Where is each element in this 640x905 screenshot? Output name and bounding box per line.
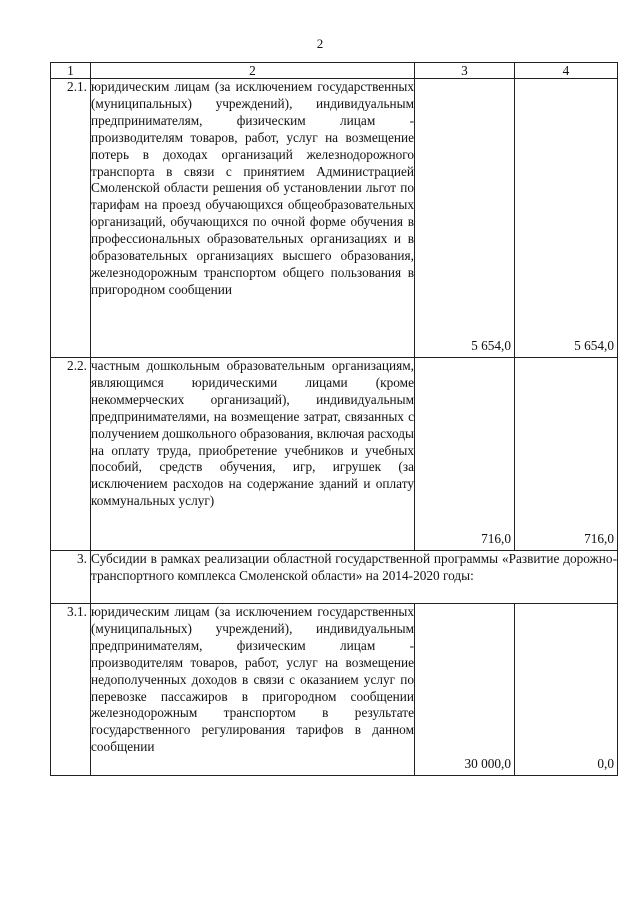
row-value-col4: 0,0 <box>515 604 618 776</box>
header-col-1: 1 <box>51 63 91 79</box>
row-number: 3. <box>51 551 91 604</box>
row-value-col3: 716,0 <box>415 358 515 551</box>
row-description: юридическим лицам (за исключением государственных (муниципальных) учреждений), индивидуальным предпринимателям, физическим лицам - производителям товаров, работ, услуг на возмещение недополученных доходов в связи с оказанием услуг по перевозке пассажиров в пригородном сообщении железнодорожным транспортом в результате государственного регулирования тарифов в данном сообщении <box>91 604 415 776</box>
table-header-row <box>51 63 618 79</box>
row-number: 2.2. <box>51 358 91 551</box>
budget-table <box>50 62 618 776</box>
page-number: 2 <box>316 36 324 51</box>
row-description: юридическим лицам (за исключением государственных (муниципальных) учреждений), индивидуальным предпринимателям, физическим лицам - производителям товаров, работ, услуг на возмещение потерь в доходах организаций железнодорожного транспорта в связи с принятием Администрацией Смоленской области решения об установлении льгот по тарифам на проезд обучающихся общеобразовательных организаций, обучающихся по очной форме обучения в профессиональных образовательных организациях и в образовательных организациях высшего образования, железнодорожным транспортом общего пользования в пригородном сообщении <box>91 79 415 358</box>
row-value-col4: 5 654,0 <box>515 79 618 358</box>
row-description: частным дошкольным образовательным организациям, являющимся юридическими лицами (кроме некоммерческих организаций), индивидуальным предпринимателями, на возмещение затрат, связанных с получением дошкольного образования, включая расходы на оплату труда, приобретение учебников и учебных пособий, средств обучения, игр, игрушек (за исключением расходов на содержание зданий и оплату коммунальных услуг) <box>91 358 415 551</box>
row-value-col3: 5 654,0 <box>415 79 515 358</box>
row-value-col3: 30 000,0 <box>415 604 515 776</box>
header-col-2: 2 <box>91 63 415 79</box>
table-row-3-1 <box>51 604 618 776</box>
row-value-col4: 716,0 <box>515 358 618 551</box>
table-row-2-1 <box>51 79 618 358</box>
row-number: 3.1. <box>51 604 91 776</box>
table-row-2-2 <box>51 358 618 551</box>
table-row-3 <box>51 551 618 604</box>
row-number: 2.1. <box>51 79 91 358</box>
header-col-4: 4 <box>515 63 618 79</box>
row-description: Субсидии в рамках реализации областной государственной программы «Развитие дорожно-транспортного комплекса Смоленской области» на 2014-2020 годы: <box>91 551 618 604</box>
header-col-3: 3 <box>415 63 515 79</box>
